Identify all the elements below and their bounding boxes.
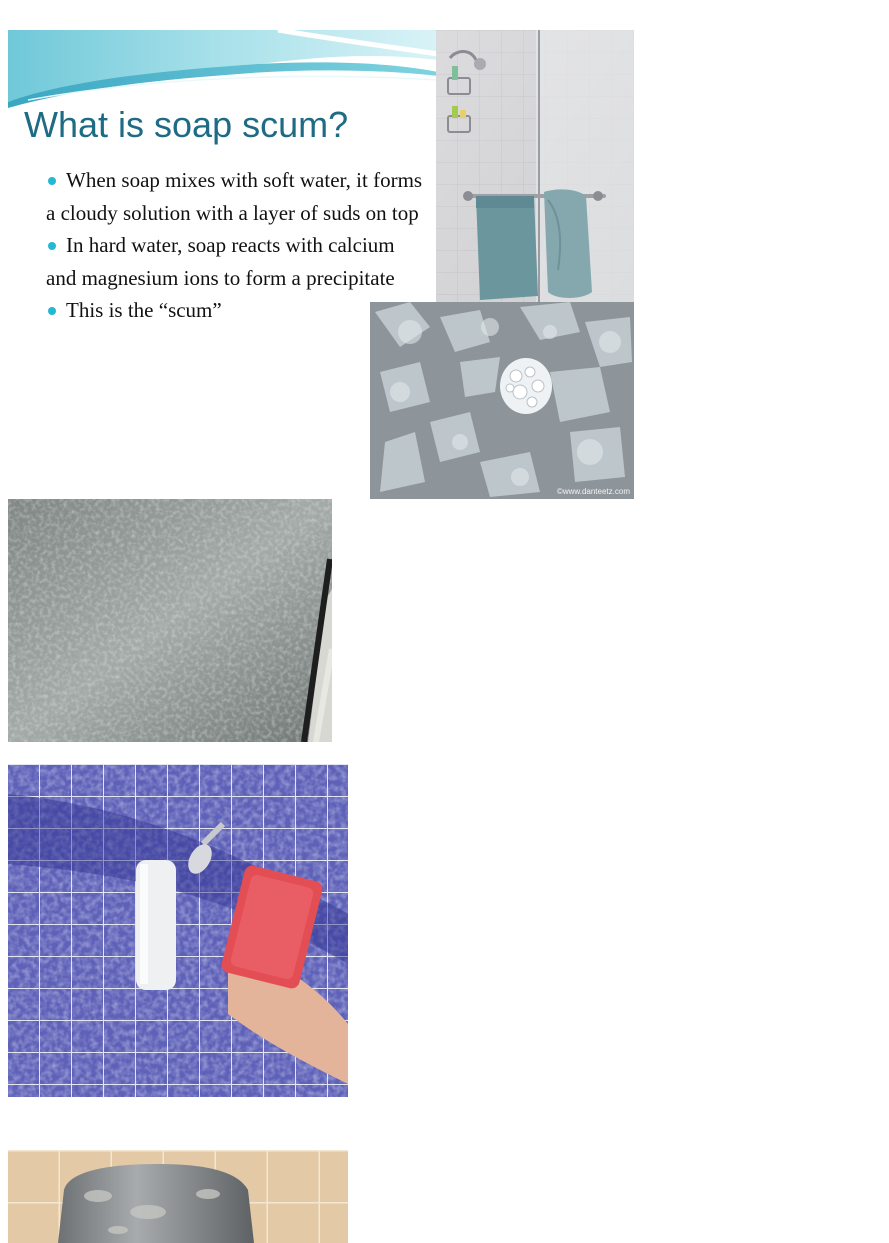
bullet-item	[46, 164, 426, 229]
bullet-text: In hard water, soap reacts with calcium and magnesium ions to form a precipitate	[46, 233, 395, 290]
glass-door-photo	[8, 499, 332, 742]
shower-photo	[436, 30, 634, 302]
bullet-text: This is the “scum”	[66, 298, 222, 323]
bullet-text: When soap mixes with soft water, it forms a cloudy solution with a layer of suds on top	[46, 168, 423, 225]
bullet-item	[46, 294, 426, 327]
slide-title: What is soap scum?	[24, 104, 349, 145]
bullet-dot-icon	[48, 177, 56, 185]
scum-closeup-photo	[370, 302, 634, 499]
faucet-photo	[8, 1150, 348, 1243]
bullet-item	[46, 229, 426, 294]
photo-credit: ©www.danteetz.com	[556, 487, 630, 496]
bullet-dot-icon	[48, 307, 56, 315]
scum-closeup-image	[370, 302, 634, 499]
bullet-dot-icon	[48, 242, 56, 250]
tile-cleaning-photo	[8, 764, 348, 1097]
bullet-list	[46, 164, 426, 327]
header-swoosh-decoration	[8, 30, 438, 110]
slide	[8, 30, 634, 499]
